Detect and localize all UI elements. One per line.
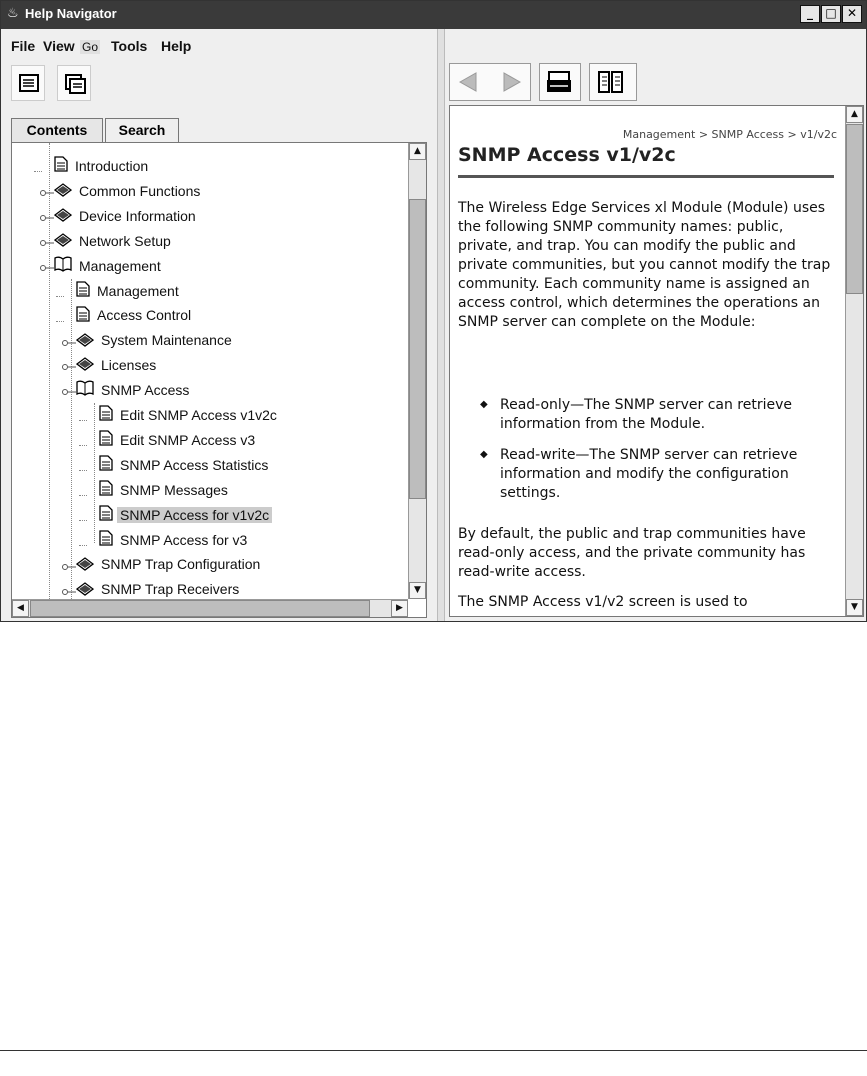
page-icon [54,156,68,178]
tree-item-label: Management [79,257,161,274]
tree-connector [85,530,99,552]
page-icon [99,455,113,477]
expand-handle-icon[interactable] [40,181,54,203]
tree-connector [62,281,76,303]
tree-item[interactable] [62,329,235,351]
menu-help[interactable]: Help [161,38,192,54]
breadcrumb: Management > SNMP Access > v1/v2c [622,128,837,141]
heading-rule [458,175,834,178]
page-title: SNMP Access v1/v2c [458,144,676,166]
minimize-button[interactable]: _ [800,5,820,23]
tree-item[interactable] [40,230,174,252]
forward-arrow-icon[interactable] [504,73,520,91]
expand-handle-icon[interactable] [40,231,54,253]
page-icon [99,430,113,452]
tree-item[interactable] [85,479,231,501]
default-access-paragraph: By default, the public and trap communities have read-only access, and the private community has read-write access. [458,526,806,580]
book-closed-icon [54,231,72,253]
tree-horizontal-scrollbar[interactable] [12,599,408,617]
tree-connector [85,480,99,502]
tree-item-label: SNMP Trap Receivers [101,581,240,598]
book-closed-icon [54,181,72,203]
content-pane [445,29,866,621]
expand-handle-icon[interactable] [62,555,76,577]
tree-item[interactable] [62,553,263,575]
scroll-up-arrow-icon[interactable]: ▲ [846,106,863,123]
scroll-thumb[interactable] [409,199,426,499]
tree-item-label: Device Information [79,207,196,224]
printer-icon [540,64,580,100]
tree-item[interactable] [85,529,250,551]
tree-item[interactable] [62,578,242,600]
tree-item[interactable] [62,304,194,326]
back-forward-arrows [450,64,530,100]
tree-item[interactable] [85,429,258,451]
tree-connector [62,306,76,328]
page-icon [99,530,113,552]
tree-connector [40,156,54,178]
tree-connector [85,430,99,452]
tree-item[interactable] [40,155,151,177]
window-title: Help Navigator [25,6,117,21]
bullet-read-only: Read-only—The SNMP server can retrieve information from the Module. [500,397,792,432]
bullet-icon: ◆ [480,449,488,460]
menu-tools[interactable]: Tools [111,38,148,54]
menu-bar [1,29,437,59]
tree-item-label: SNMP Access [101,382,190,399]
tree-item[interactable] [85,454,271,476]
tree-item-label: System Maintenance [101,332,232,349]
tree-item[interactable] [62,280,182,302]
book-closed-icon [54,206,72,228]
expand-handle-icon[interactable] [40,256,54,278]
tree-item[interactable] [62,354,159,376]
tree-vertical-scrollbar[interactable] [408,143,426,599]
screen-usage-paragraph: The SNMP Access v1/v2 screen is used to [458,594,748,610]
page-icon [99,480,113,502]
page-icon [99,505,113,527]
java-cup-icon: ♨ [7,6,19,21]
tree-item-label: SNMP Access Statistics [120,456,269,473]
expand-handle-icon[interactable] [62,355,76,377]
tree-item-label: Introduction [75,158,149,174]
tree-item[interactable] [62,379,192,401]
document-list-icon [19,74,39,92]
menu-file[interactable]: File [11,38,36,54]
book-closed-icon [76,331,94,353]
menu-view[interactable]: View [43,38,75,54]
tree-item-label: Network Setup [79,232,171,249]
page-icon [76,306,90,328]
document-stack-icon [65,74,87,94]
scroll-thumb[interactable] [846,124,863,294]
book-closed-icon [76,555,94,577]
help-content-viewer [449,105,864,617]
scroll-left-arrow-icon[interactable]: ◀ [12,600,29,617]
tree-connector [85,405,99,427]
page-icon [99,405,113,427]
split-pane-divider[interactable] [437,29,445,621]
tree-item[interactable] [85,404,280,426]
tree-item-label: SNMP Access for v3 [120,531,248,548]
tree-item-label: Management [97,282,179,299]
tree-item-label: Edit SNMP Access v3 [120,431,256,448]
page-setup-icon [590,64,634,100]
tab-search[interactable]: Search [105,118,179,142]
back-forward-group [449,63,531,101]
menu-go[interactable]: Go [82,40,99,54]
scroll-up-arrow-icon[interactable]: ▲ [409,143,426,160]
bullet-read-write: Read-write—The SNMP server can retrieve information and modify the configuration settings. [500,447,798,501]
page-setup-button[interactable] [589,63,637,101]
previous-topic-button[interactable] [11,65,45,101]
tree-item-label: SNMP Messages [120,481,228,498]
expand-handle-icon[interactable] [40,206,54,228]
content-vertical-scrollbar[interactable] [845,106,863,616]
tree-item-label: Licenses [101,357,157,374]
next-topic-button[interactable] [57,65,91,101]
title-bar[interactable] [1,1,866,29]
tree-item-label: Common Functions [79,182,201,199]
scroll-down-arrow-icon[interactable]: ▼ [846,599,863,616]
tree-item[interactable] [85,504,272,526]
tree-item[interactable] [40,205,199,227]
tree-item-label: SNMP Trap Configuration [101,556,261,573]
tree-item[interactable] [40,180,203,202]
intro-paragraph: The Wireless Edge Services xl Module (Module) uses the following SNMP community names: public, private, and trap. You can modify the public and private communities, but you cannot modify the trap community. Each community name is assigned an access control, which determines the operations an SNMP server can complete on the Module: [458,200,831,330]
close-button[interactable]: ✕ [842,5,862,23]
tree-connector [85,455,99,477]
tree-item[interactable] [40,255,164,277]
tree-item-label: Access Control [97,307,192,324]
expand-handle-icon[interactable] [62,331,76,353]
book-open-icon [76,380,94,402]
maximize-button[interactable]: □ [821,5,841,23]
expand-handle-icon[interactable] [62,380,76,402]
navigator-pane [1,29,437,621]
page-icon [76,281,90,303]
tree-item-label: SNMP Access for v1v2c [117,507,272,523]
page-footer-rule [0,1050,867,1051]
scroll-thumb[interactable] [30,600,370,617]
contents-tree [11,142,427,618]
back-arrow-icon[interactable] [460,73,476,91]
bullet-icon: ◆ [480,399,488,410]
tree-connector [85,505,99,527]
book-closed-icon [76,355,94,377]
book-open-icon [54,256,72,278]
print-button[interactable] [539,63,581,101]
tree-item-label: Edit SNMP Access v1v2c [120,407,277,423]
scroll-right-arrow-icon[interactable]: ▶ [391,600,408,617]
scroll-down-arrow-icon[interactable]: ▼ [409,582,426,599]
tab-contents[interactable]: Contents [11,118,103,142]
